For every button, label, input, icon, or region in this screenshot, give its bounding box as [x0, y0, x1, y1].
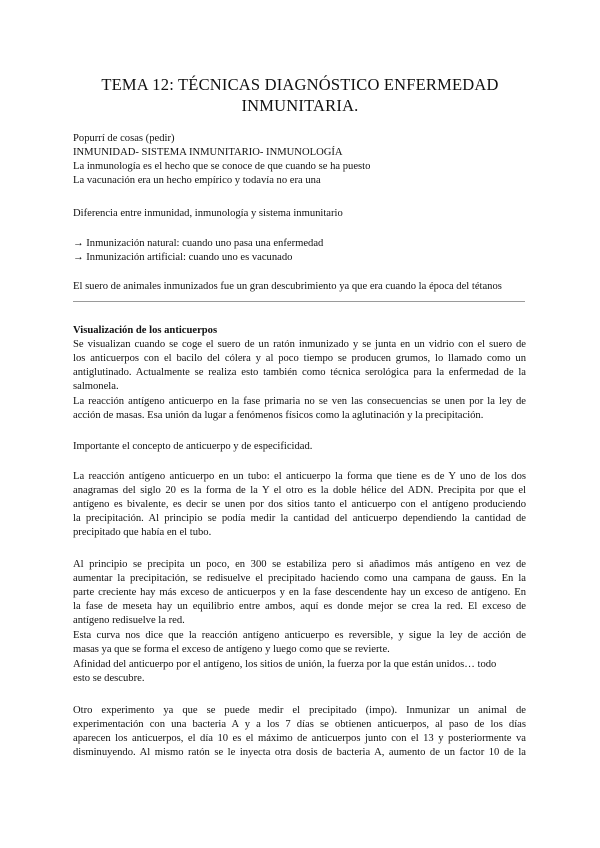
- paragraph-line: experimentación con una bacteria A y a los 7 días se obtienen anticuerpos, al paso de los días: [73, 719, 526, 730]
- paragraph-line: Afinidad del anticuerpo por el antígeno, los sitios de unión, la fuerza por la que están unidos… todo: [73, 659, 497, 670]
- horizontal-rule: [73, 301, 525, 302]
- paragraph-line: La reacción antígeno anticuerpo en la fase primaria no se ven las consecuencias se unen por la ley de: [73, 396, 526, 407]
- list-item: → Inmunización artificial: cuando uno es vacunado: [73, 252, 293, 263]
- title-line-2: INMUNITARIA.: [241, 96, 359, 115]
- title-line-1: TEMA 12: TÉCNICAS DIAGNÓSTICO ENFERMEDAD: [101, 75, 499, 94]
- paragraph-line: acción de masas. Esa unión da lugar a fenómenos físicos como la aglutinación y la precipitación.: [73, 410, 484, 421]
- paragraph-line: Al principio se precipita un poco, en 300 se estabiliza pero si añadimos más antígeno en vez de: [73, 559, 526, 570]
- page-title: [60, 74, 540, 116]
- paragraph-line: antígeno redisuelve la red.: [73, 615, 185, 626]
- paragraph-line: salmonela.: [73, 381, 119, 392]
- paragraph-line: La reacción antígeno anticuerpo en un tubo: el anticuerpo la forma que tiene es de Y uno de los dos: [73, 471, 526, 482]
- paragraph-line: disminuyendo. Al mismo ratón se le inyecta otra dosis de bacteria A, aumento de un factor 10 de la: [73, 747, 526, 758]
- paragraph-line: esto se descubre.: [73, 673, 145, 684]
- paragraph-line: aumentar la precipitación, se redisuelve el precipitado haciendo como una campana de gauss. En la: [73, 573, 526, 584]
- paragraph-line: los anticuerpos con el bacilo del cólera y al poco tiempo se producen grumos, lo llamado como un: [73, 353, 526, 364]
- paragraph-line: aparecen los anticuerpos, el día 10 es el máximo de anticuerpos junto con el 13 y posteriormente va: [73, 733, 526, 744]
- paragraph-line: Esta curva nos dice que la reacción antígeno anticuerpo es reversible, y sigue la ley de acción de: [73, 630, 526, 641]
- paragraph-line: precipitado que había en el tubo.: [73, 527, 212, 538]
- paragraph-line: antiglutinado. Actualmente se realiza esto también como técnica serológica para la enfermedad de la: [73, 367, 526, 378]
- paragraph-line: la precipitación. Al principio se podía medir la cantidad del anticuerpo dependiendo la cantidad de: [73, 513, 526, 524]
- intro-line: La inmunología es el hecho que se conoce de que cuando se ha puesto: [73, 161, 371, 172]
- paragraph-line: masas ya que se forma el exceso de antígeno y luego como que se revierte.: [73, 644, 390, 655]
- intro-line: La vacunación era un hecho empírico y todavía no era una: [73, 175, 321, 186]
- paragraph-line: Otro experimento ya que se puede medir el precipitado (impo). Inmunizar un animal de: [73, 705, 526, 716]
- intro-line: Diferencia entre inmunidad, inmunología y sistema inmunitario: [73, 208, 343, 219]
- intro-line: El suero de animales inmunizados fue un gran descubrimiento ya que era cuando la época del tétanos: [73, 281, 502, 292]
- list-item: → Inmunización natural: cuando uno pasa una enfermedad: [73, 238, 324, 249]
- section-heading: Visualización de los anticuerpos: [73, 325, 218, 336]
- intro-line: Popurrí de cosas (pedir): [73, 133, 175, 144]
- paragraph-line: parte creciente hay más exceso de anticuerpos y en la fase descendente hay un exceso de antígeno. En: [73, 587, 526, 598]
- paragraph-line: anagramas del siglo 20 es la forma de la Y el otro es la doble hélice del ADN. Precipita por que el: [73, 485, 526, 496]
- paragraph-line: Importante el concepto de anticuerpo y de especificidad.: [73, 441, 313, 452]
- paragraph-line: la fase de meseta hay un equilibrio entre ambos, aquí es donde mejor se crea la red. El exceso de: [73, 601, 526, 612]
- paragraph-line: Se visualizan cuando se coge el suero de un ratón inmunizado y se junta en un vidrio con el suero de: [73, 339, 526, 350]
- paragraph-line: antígeno es bivalente, es decir se unen por dos sitios tanto el anticuerpo con el antígeno produciendo: [73, 499, 526, 510]
- intro-line: INMUNIDAD- SISTEMA INMUNITARIO- INMUNOLOGÍA: [73, 147, 343, 158]
